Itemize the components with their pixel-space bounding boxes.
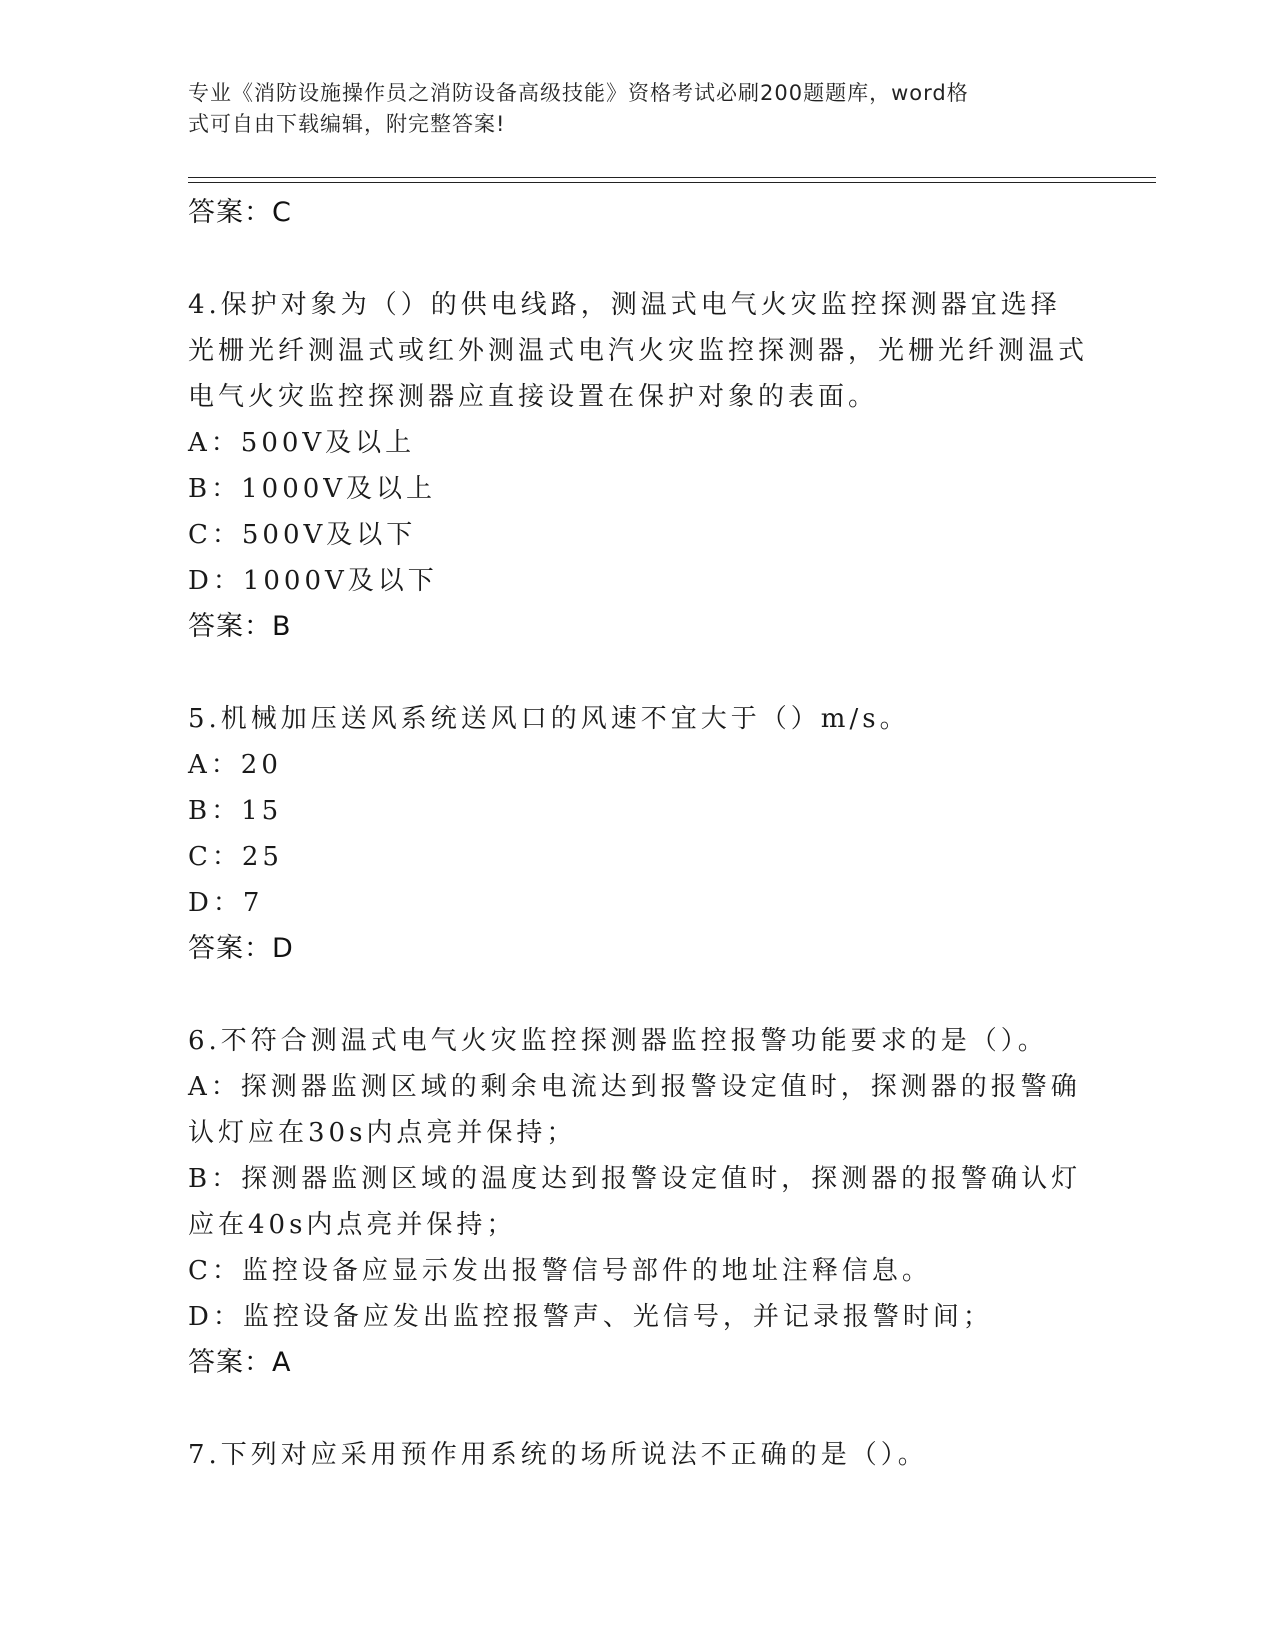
question-stem: 6.不符合测温式电气火灾监控探测器监控报警功能要求的是（）。 <box>188 1026 1048 1056</box>
question-stem: 4.保护对象为（）的供电线路，测温式电气火灾监控探测器宜选择光栅光纤测温式或红外测温式电汽火灾监控探测器，光栅光纤测温式电气火灾监控探测器应直接设置在保护对象的表面。 <box>188 290 1089 412</box>
header-rule-bottom <box>188 182 1156 183</box>
question-block <box>188 1018 1088 1386</box>
question-block <box>188 696 1088 972</box>
answer-line: 答案：A <box>188 1347 292 1378</box>
option-d: D：7 <box>188 888 264 918</box>
answer-line: 答案：D <box>188 933 294 964</box>
document-header <box>188 78 1088 140</box>
option-a: A：500V及以上 <box>188 428 416 458</box>
header-line-2: 式可自由下载编辑，附完整答案! <box>188 112 506 136</box>
answer-line: 答案：C <box>188 197 292 228</box>
option-c: C：监控设备应显示发出报警信号部件的地址注释信息。 <box>188 1256 932 1286</box>
option-d: D：1000V及以下 <box>188 566 438 596</box>
answer-line: 答案：B <box>188 611 292 642</box>
question-stem: 5.机械加压送风系统送风口的风速不宜大于（）m/s。 <box>188 704 910 734</box>
option-c: C：25 <box>188 842 283 872</box>
option-a: A：探测器监测区域的剩余电流达到报警设定值时，探测器的报警确认灯应在30s内点亮并保持； <box>188 1072 1081 1148</box>
option-c: C：500V及以下 <box>188 520 417 550</box>
question-block <box>188 1432 1088 1478</box>
option-b: B：1000V及以上 <box>188 474 437 504</box>
header-rule-top <box>188 177 1156 178</box>
header-line-1: 专业《消防设施操作员之消防设备高级技能》资格考试必刷200题题库，word格 <box>188 81 969 105</box>
option-b: B：探测器监测区域的温度达到报警设定值时，探测器的报警确认灯应在40s内点亮并保持； <box>188 1164 1082 1240</box>
option-b: B：15 <box>188 796 283 826</box>
option-a: A：20 <box>188 750 282 780</box>
question-list <box>188 190 1088 1478</box>
question-block <box>188 282 1088 650</box>
option-d: D：监控设备应发出监控报警声、光信号，并记录报警时间； <box>188 1302 993 1332</box>
question-stem: 7.下列对应采用预作用系统的场所说法不正确的是（）。 <box>188 1440 928 1470</box>
